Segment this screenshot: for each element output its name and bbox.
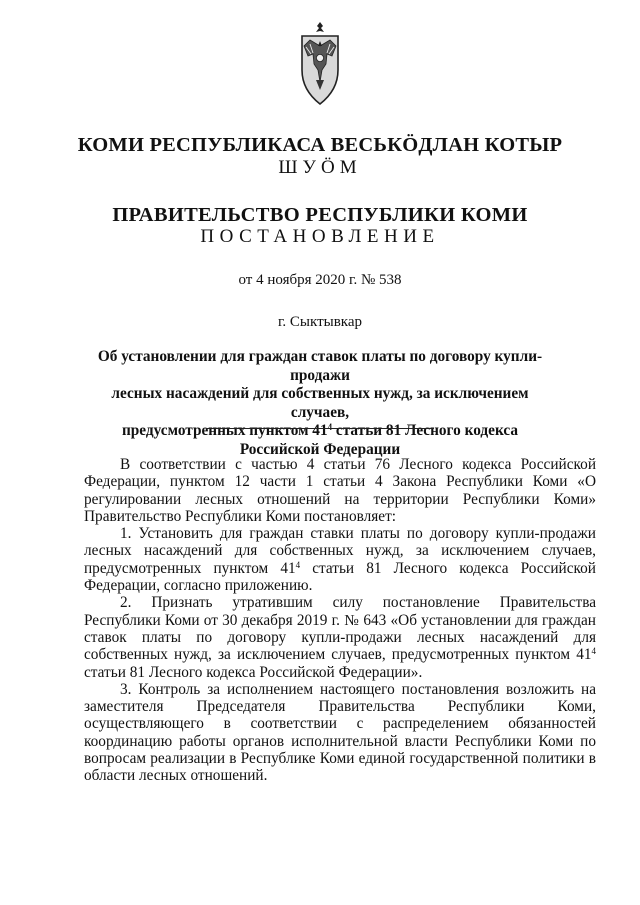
heading-line-3-start: предусмотренных пунктом 41 (121, 422, 328, 439)
intro-paragraph: В соответствии с частью 4 статьи 76 Лесного кодекса Российской Федерации, пунктом 12 части 1 статьи 4 Закона Республики Коми «О регулировании лесных отношений на территории Республики Коми» Правительство Республики Коми постановляет: (84, 456, 596, 525)
heading-line-1: Об установлении для граждан ставок платы по договору купли-продажи (97, 348, 543, 384)
document-type: ПОСТАНОВЛЕНИЕ (200, 226, 440, 247)
item-1-superscript: 4 (295, 559, 301, 570)
document-body (84, 456, 596, 785)
document-date: от 4 ноября 2020 г. № 538 (238, 272, 402, 288)
document-city: г. Сыктывкар (277, 314, 363, 330)
item-2-text-start: 2. Признать утратившим силу постановление Правительства Республики Коми от 30 декабря 2019 г. № 643 «Об установлении для граждан ставок платы по договору купли-продажи лесных насаждений для собственных нужд, за исключением случаев, предусмотренных пунктом 41 (84, 594, 596, 664)
komi-government-title: КОМИ РЕСПУБЛИКАСА ВЕСЬКÖДЛАН КОТЫР (77, 134, 563, 156)
government-title: ПРАВИТЕЛЬСТВО РЕСПУБЛИКИ КОМИ (112, 204, 528, 226)
item-2-paragraph (84, 594, 596, 680)
item-1-paragraph (84, 525, 596, 594)
item-3-paragraph: 3. Контроль за исполнением настоящего постановления возложить на заместителя Председателя Правительства Республики Коми, осуществляющего в соответствии с распределением обязанностей координацию работы органов исполнительной власти Республики Коми по вопросам реализации в Республике Коми единой государственной политики в области лесных отношений. (84, 680, 596, 785)
komi-document-type: ШУÖМ (278, 157, 362, 178)
heading-superscript: 4 (327, 422, 333, 432)
heading-line-2: лесных насаждений для собственных нужд, за исключением случаев, (111, 385, 529, 421)
heading-divider (206, 428, 434, 429)
item-2-superscript: 4 (591, 646, 596, 657)
komi-coat-of-arms-icon (296, 20, 344, 106)
item-1-text-start: 1. Установить для граждан ставки платы по договору купли-продажи лесных насаждений для собственных нужд, за исключением случаев, предусмотренных пунктом 41 (84, 525, 596, 577)
item-1-text-end: статьи 81 Лесного кодекса Российской Федерации, согласно приложению. (84, 559, 596, 595)
heading-line-4: Российской Федерации (239, 440, 401, 458)
document-heading (90, 348, 550, 459)
item-2-text-end: статьи 81 Лесного кодекса Российской Федерации». (84, 663, 423, 681)
heading-line-3-end: статьи 81 Лесного кодекса (332, 422, 519, 439)
